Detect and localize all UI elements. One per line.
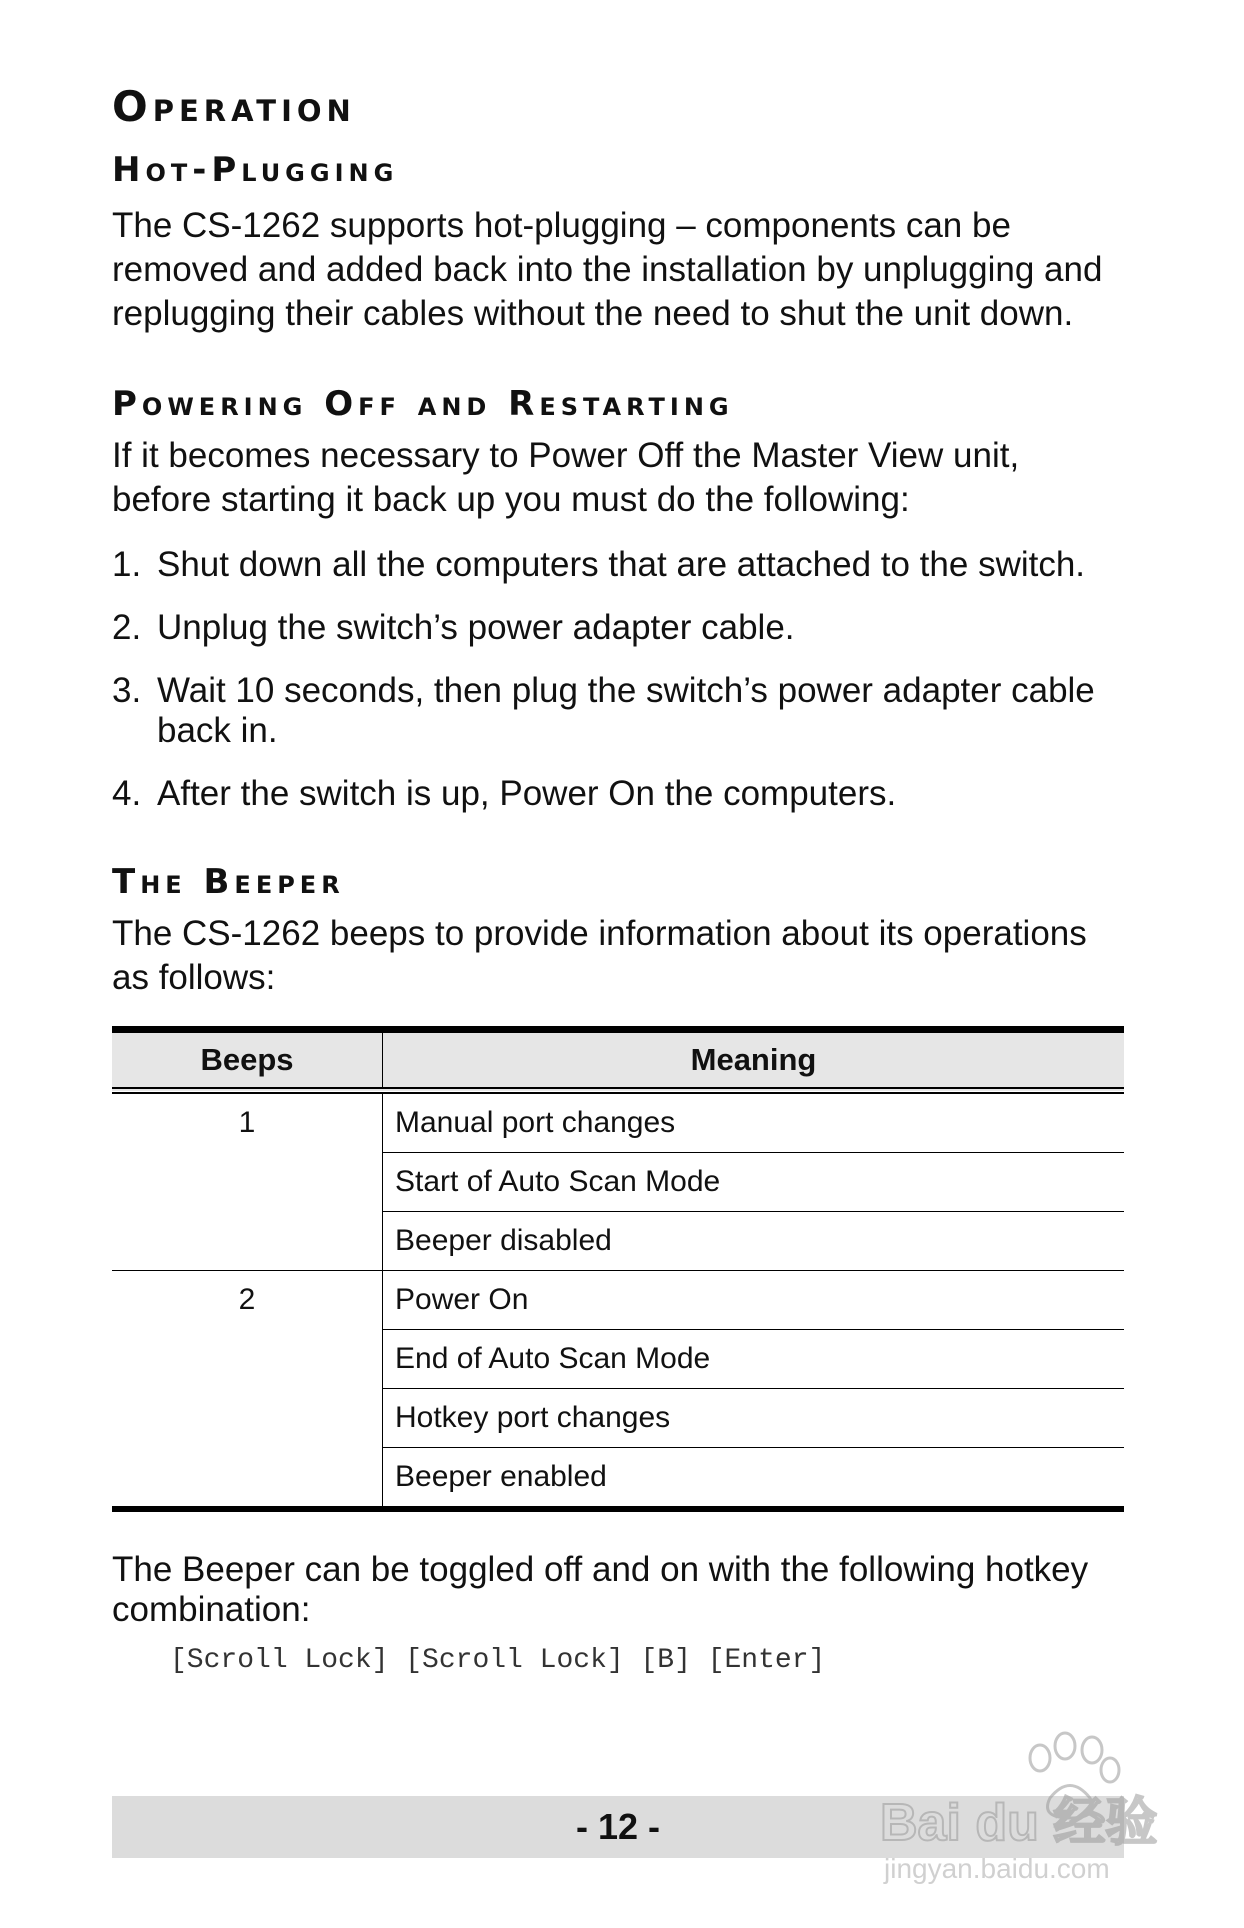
step-number: 3. xyxy=(112,671,142,710)
step-number: 1. xyxy=(112,545,142,584)
beep-count-2: 2 xyxy=(112,1271,383,1510)
meaning-cell: Power On xyxy=(383,1271,1125,1330)
hot-plugging-paragraph: The CS-1262 supports hot-plugging – components can be removed and added back into the installation by unplugging and replugging their cables without the need to shut the unit down. xyxy=(112,206,1103,333)
meaning-cell: Hotkey port changes xyxy=(383,1389,1125,1448)
step-number: 4. xyxy=(112,774,142,813)
toggle-paragraph: The Beeper can be toggled off and on with the following hotkey combination: xyxy=(112,1550,1089,1629)
step-text: Wait 10 seconds, then plug the switch’s power adapter cable back in. xyxy=(157,671,1095,750)
header-beeps: Beeps xyxy=(112,1030,383,1091)
page-number: - 12 - xyxy=(575,1806,661,1847)
step-number: 2. xyxy=(112,608,142,647)
beeper-paragraph: The CS-1262 beeps to provide information about its operations as follows: xyxy=(112,914,1087,997)
section-title: Operation xyxy=(112,82,356,131)
restart-steps xyxy=(112,545,1122,837)
baidu-watermark-logo xyxy=(880,1728,1180,1888)
table-row xyxy=(112,1271,1124,1330)
header-meaning: Meaning xyxy=(383,1030,1125,1091)
heading-hot-plugging: Hot-Plugging xyxy=(112,150,399,190)
step-item xyxy=(112,545,1122,585)
beep-count-1: 1 xyxy=(112,1091,383,1271)
powering-paragraph: If it becomes necessary to Power Off the Master View unit, before starting it back up you must do the following: xyxy=(112,436,1020,519)
watermark-url: jingyan.baidu.com xyxy=(884,1853,1110,1884)
meaning-cell: Manual port changes xyxy=(383,1091,1125,1153)
beeps-table xyxy=(112,1026,1124,1512)
step-item xyxy=(112,608,1122,648)
step-item xyxy=(112,774,1122,814)
meaning-cell: Beeper disabled xyxy=(383,1212,1125,1271)
table-row xyxy=(112,1091,1124,1153)
step-text: Shut down all the computers that are attached to the switch. xyxy=(157,545,1086,584)
watermark-brand: Bai du 经验 xyxy=(880,1794,1158,1852)
step-text: Unplug the switch’s power adapter cable. xyxy=(157,608,795,647)
hotkey-combination: [Scroll Lock] [Scroll Lock] [B] [Enter] xyxy=(170,1645,826,1676)
table-header-row xyxy=(112,1030,1124,1091)
step-item xyxy=(112,671,1122,751)
meaning-cell: Beeper enabled xyxy=(395,1460,607,1493)
step-text: After the switch is up, Power On the computers. xyxy=(157,774,897,813)
heading-powering: Powering Off and Restarting xyxy=(112,384,734,424)
heading-beeper: The Beeper xyxy=(112,862,345,902)
meaning-cell: Start of Auto Scan Mode xyxy=(383,1153,1125,1212)
meaning-cell: End of Auto Scan Mode xyxy=(383,1330,1125,1389)
